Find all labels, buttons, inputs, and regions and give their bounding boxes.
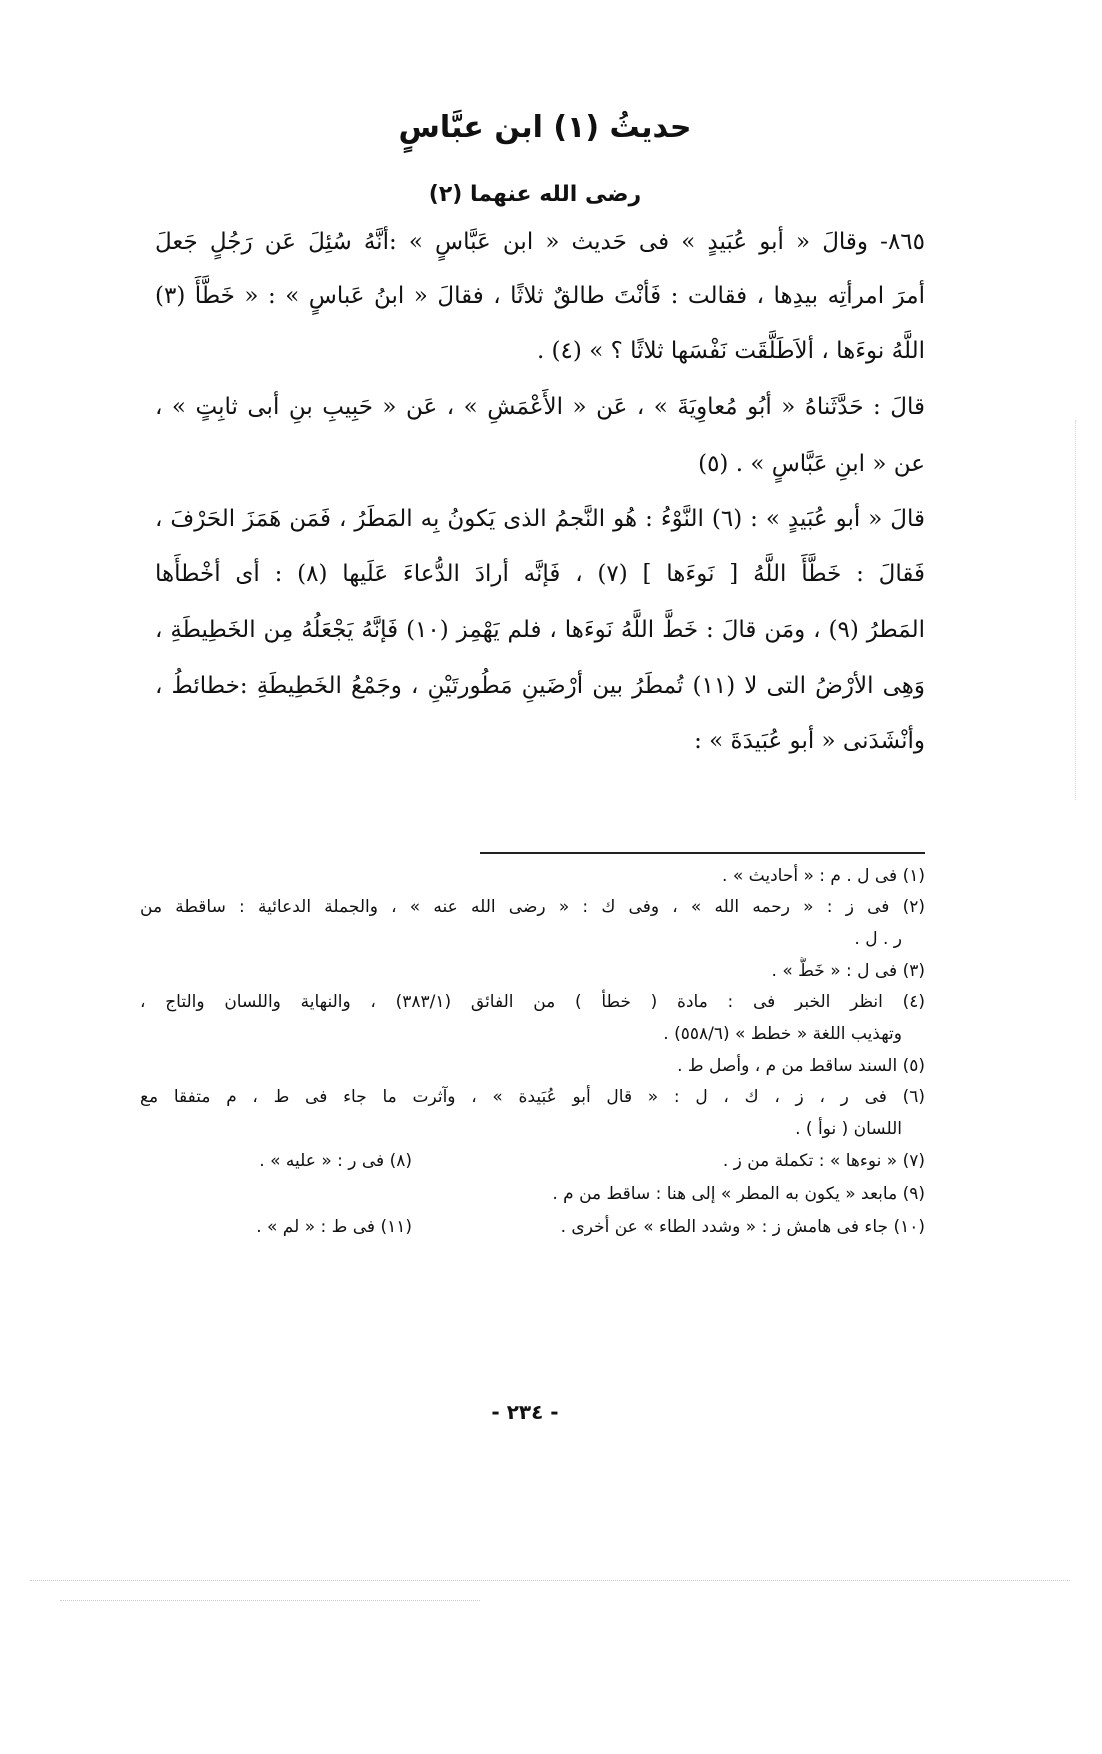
scan-artifact: [30, 1580, 1070, 1581]
footnote: (٨) فى ر : « عليه » .: [259, 1151, 412, 1171]
body-line: عن « ابنِ عَبَّاسٍ » . (٥): [698, 451, 925, 477]
page-subtitle: رضى الله عنهما (٢): [428, 182, 642, 207]
footnote: (٩) مابعد « يكون به المطر » إلى هنا : ساقط من م .: [552, 1184, 925, 1204]
page-title: حديثُ (١) ابن عبَّاسٍ: [398, 110, 692, 145]
body-line: قالَ : حَدَّثَناهُ « أبُو مُعاوِيَةَ » ، عَن « الأَعْمَشِ » ، عَن « حَبِيبِ بنِ أبى ثابِتٍ » ،: [155, 394, 925, 420]
footnote: (٣) فى ل : « خَطَّ » .: [771, 961, 925, 981]
scan-artifact: [1075, 420, 1076, 800]
footnote: (٤) انظر الخبر فى : مادة ( خطأ ) من الفائق (٣٨٣/١) ، والنهاية واللسان والتاج ،: [140, 992, 925, 1012]
body-line: وَهِى الأرْضُ التى لا (١١) تُمطَرُ بين أرْضَينِ مَطُورتَيْنِ ، وجَمْعُ الخَطِيطَةِ :خطائطُ ،: [155, 673, 925, 699]
body-line: وأنْشَدَنى « أبو عُبَيدَةَ » :: [694, 728, 925, 754]
body-line: اللَّهُ نوءَها ، ألاَطَلَّقَت نَفْسَها ثلاثًا ؟ » (٤) .: [536, 338, 925, 364]
footnote: (١٠) جاء فى هامش ز : « وشدد الطاء » عن أخرى .: [560, 1217, 925, 1237]
footnote: (٧) « نوءها » : تكملة من ز .: [722, 1151, 925, 1171]
footnote-separator: [480, 852, 925, 854]
body-line: فَقالَ : خَطَّأَ اللَّهُ [ نَوءَها ] (٧) ، فَإنَّه أرادَ الدُّعاءَ عَلَيها (٨) : أى أخْطأَها: [155, 561, 925, 587]
footnote: وتهذيب اللغة « خطط » (٥٥٨/٦) .: [663, 1024, 902, 1044]
body-line: المَطرُ (٩) ، ومَن قالَ : خَطَّ اللَّهُ نَوءَها ، فلم يَهْمِز (١٠) فَإنَّهُ يَجْعَلُهُ مِن الخَطِيطَةِ ،: [155, 617, 925, 643]
body-line: قالَ « أبو عُبَيدٍ » : (٦) النَّوْءُ : هُو النَّجمُ الذى يَكونُ بِه المَطَرُ ، فَمَن هَمَزَ الحَرْفَ ،: [155, 506, 925, 532]
body-line: أمرَ امرأتِه بيدِها ، فقالت : فَأنْتَ طالقٌ ثلاثًا ، فقالَ « ابنُ عَباسٍ » : « خَطَّأَ (٣): [155, 283, 925, 309]
scan-artifact: [60, 1600, 480, 1601]
footnote: (١١) فى ط : « لم » .: [256, 1217, 412, 1237]
footnote: اللسان ( نوأ ) .: [795, 1119, 902, 1139]
footnote: (٢) فى ز : « رحمه الله » ، وفى ك : « رضى الله عنه » ، والجملة الدعائية : ساقطة من: [140, 897, 925, 917]
page-number: - ٢٣٤ -: [491, 1400, 559, 1424]
body-line: ٨٦٥- وقالَ « أبو عُبَيدٍ » فى حَديث « ابن عَبَّاسٍ » :أنَّهُ سُئِلَ عَن رَجُلٍ جَعلَ: [155, 229, 925, 255]
footnote: (٥) السند ساقط من م ، وأصل ط .: [677, 1056, 925, 1076]
footnote: (١) فى ل . م : « أحاديث » .: [722, 866, 925, 886]
footnote: ر . ل .: [854, 929, 902, 949]
footnote: (٦) فى ر ، ز ، ك ، ل : « قال أبو عُبَيدة » ، وآثرت ما جاء فى ط ، م متفقا مع: [140, 1087, 925, 1107]
